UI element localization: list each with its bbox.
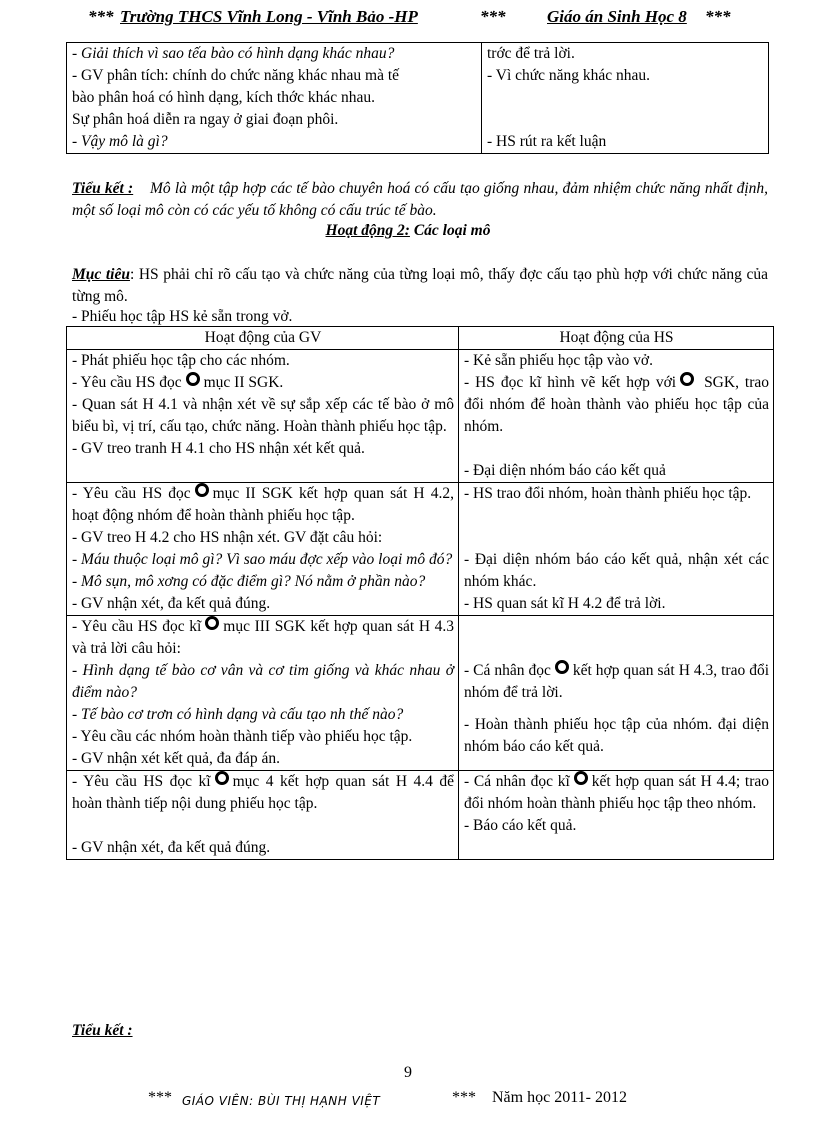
summary-2	[72, 1020, 768, 1042]
gv-text-part: mục II SGK.	[203, 374, 284, 391]
gv-text-part: - Yêu cầu HS đọc kĩ	[72, 773, 211, 790]
gv-text: bào phân hoá có hình dạng, kích thớc khác nhau.	[72, 89, 376, 106]
gv-text: - GV nhận xét, đa kết quả đúng.	[72, 595, 271, 612]
gv-text: - GV nhận xét, đa kết quả đúng.	[72, 839, 271, 856]
footer-year: Năm học 2011- 2012	[492, 1089, 627, 1106]
header-stars-left: ***	[88, 7, 114, 26]
header-school: Trường THCS Vĩnh Long - Vĩnh Bảo -HP	[120, 7, 418, 26]
footer-stars-mid: ***	[452, 1089, 476, 1106]
gv-cell	[67, 616, 459, 771]
gv-question: - Vậy mô là gì?	[72, 133, 168, 150]
gv-text-part: mục III SGK kết hợp quan sát H 4.3 và trả lời câu hỏi:	[72, 618, 455, 657]
gv-text: - GV nhận xét kết quả, đa đáp án.	[72, 750, 281, 767]
header-subject: Giáo án Sinh Học 8	[547, 7, 687, 26]
circle-bullet-icon	[555, 660, 569, 674]
summary-2-label: Tiểu kết :	[72, 1022, 133, 1039]
gv-question: - Mô sụn, mô xơng có đặc điểm gì? Nó nằm ở phần nào?	[72, 573, 426, 590]
circle-bullet-icon	[186, 372, 200, 386]
footer-stars-left: ***	[148, 1089, 172, 1106]
header-gv: Hoạt động của GV	[67, 327, 459, 350]
hs-text: - Vì chức năng khác nhau.	[487, 67, 651, 84]
page-header	[0, 6, 816, 28]
table-row	[67, 350, 774, 483]
hs-text: - HS trao đổi nhóm, hoàn thành phiếu học tập.	[464, 485, 752, 502]
gv-question: - Hình dạng tế bào cơ vân và cơ tim giống và khác nhau ở điểm nào?	[72, 662, 454, 701]
hs-text: - HS rút ra kết luận	[487, 133, 607, 150]
hs-text-part: kết hợp quan sát H 4.4; trao đổi nhóm hoàn thành phiếu học tập theo nhóm.	[464, 773, 770, 812]
gv-text	[72, 483, 454, 527]
table-row	[67, 771, 774, 860]
hs-text: - Đại diện nhóm báo cáo kết quả	[464, 462, 666, 479]
summary-1-text: Mô là một tập hợp các tế bào chuyên hoá có cấu tạo giống nhau, đảm nhiệm chức năng nhất định, một số loại mô còn có các yếu tố không có cấu trúc tế bào.	[72, 180, 769, 219]
objective	[72, 264, 768, 308]
gv-text	[72, 616, 454, 660]
gv-question: - Tế bào cơ trơn có hình dạng và cấu tạo nh thế nào?	[72, 706, 404, 723]
hs-text-part: - Cá nhân đọc	[464, 662, 551, 679]
gv-text: - GV treo tranh H 4.1 cho HS nhận xét kết quả.	[72, 440, 365, 457]
gv-cell	[67, 43, 482, 154]
gv-text: Sự phân hoá diễn ra ngay ở giai đoạn phôi.	[72, 111, 339, 128]
gv-text-part: - Yêu cầu HS đọc kĩ	[72, 618, 202, 635]
gv-text: - Quan sát H 4.1 và nhận xét về sự sắp xếp các tế bào ở mô biểu bì, vị trí, cấu tạo, chức năng. Hoàn thành phiếu học tập.	[72, 396, 454, 435]
hs-text: - HS quan sát kĩ H 4.2 để trả lời.	[464, 595, 666, 612]
hs-text: - Kẻ sẵn phiếu học tập vào vở.	[464, 352, 653, 369]
activity-2-title	[0, 220, 816, 242]
objective-text: : HS phải chỉ rõ cấu tạo và chức năng của từng loại mô, thấy đợc cấu tạo phù hợp với chức năng của từng mô.	[72, 266, 768, 305]
activity-2-name: Các loại mô	[413, 222, 491, 239]
activity-table-1	[66, 42, 769, 154]
header-stars-right: ***	[705, 7, 731, 26]
summary-1-label: Tiểu kết :	[72, 180, 134, 197]
summary-1	[72, 178, 768, 222]
activity-table-2	[66, 326, 774, 860]
table-row	[67, 616, 774, 771]
table-row	[67, 43, 769, 154]
hs-text: - Báo cáo kết quả.	[464, 817, 577, 834]
circle-bullet-icon	[574, 771, 588, 785]
hs-text: trớc để trả lời.	[487, 45, 575, 62]
hs-cell	[482, 43, 769, 154]
gv-text	[72, 771, 454, 815]
header-stars-mid: ***	[480, 7, 506, 26]
gv-cell	[67, 350, 459, 483]
hs-text	[464, 771, 769, 815]
activity-2-label: Hoạt động 2:	[325, 222, 410, 239]
hs-cell	[459, 350, 774, 483]
circle-bullet-icon	[680, 372, 694, 386]
gv-text-part: mục II SGK kết hợp quan sát H 4.2, hoạt động nhóm để hoàn thành phiếu học tập.	[72, 485, 454, 524]
circle-bullet-icon	[195, 483, 209, 497]
hs-text-part: SGK, trao đổi nhóm để hoàn thành vào phiếu học tập của nhóm.	[464, 374, 769, 435]
hs-text-part: - Cá nhân đọc kĩ	[464, 773, 570, 790]
hs-cell	[459, 616, 774, 771]
circle-bullet-icon	[205, 616, 219, 630]
page-footer	[0, 1087, 816, 1111]
hs-text: - Đại diện nhóm báo cáo kết quả, nhận xét các nhóm khác.	[464, 551, 769, 590]
hs-text-part: kết hợp quan sát H 4.3, trao đổi nhóm để trả lời.	[464, 662, 770, 701]
gv-text-part: - Yêu cầu HS đọc	[72, 374, 182, 391]
table-row	[67, 483, 774, 616]
hs-cell	[459, 771, 774, 860]
circle-bullet-icon	[215, 771, 229, 785]
hs-text	[464, 660, 769, 704]
objective-note: - Phiếu học tập HS kẻ sẵn trong vở.	[72, 308, 293, 325]
gv-text: - GV phân tích: chính do chức năng khác nhau mà tế	[72, 67, 400, 84]
gv-question: - Máu thuộc loại mô gì? Vì sao máu đợc xếp vào loại mô đó?	[72, 551, 453, 568]
header-hs: Hoạt động của HS	[459, 327, 774, 350]
gv-text-part: - Yêu cầu HS đọc	[72, 485, 191, 502]
gv-text	[72, 372, 454, 394]
hs-text: - Hoàn thành phiếu học tập của nhóm. đại diện nhóm báo cáo kết quả.	[464, 716, 769, 755]
gv-text: - GV treo H 4.2 cho HS nhận xét. GV đặt câu hỏi:	[72, 529, 383, 546]
gv-text: - Phát phiếu học tập cho các nhóm.	[72, 352, 290, 369]
hs-text-part: - HS đọc kĩ hình vẽ kết hợp với	[464, 374, 677, 391]
gv-cell	[67, 483, 459, 616]
table-header-row	[67, 327, 774, 350]
gv-text-part: mục 4 kết hợp quan sát H 4.4 để hoàn thành tiếp nội dung phiếu học tập.	[72, 773, 454, 812]
page-number: 9	[404, 1064, 412, 1081]
hs-cell	[459, 483, 774, 616]
hs-text	[464, 372, 769, 438]
gv-text: - Yêu cầu các nhóm hoàn thành tiếp vào phiếu học tập.	[72, 728, 413, 745]
objective-label: Mục tiêu	[72, 266, 130, 283]
gv-question: - Giải thích vì sao tếa bào có hình dạng khác nhau?	[72, 45, 395, 62]
footer-teacher: GIÁO VIÊN: BÙI THỊ HẠNH VIỆT	[182, 1094, 381, 1108]
gv-cell	[67, 771, 459, 860]
